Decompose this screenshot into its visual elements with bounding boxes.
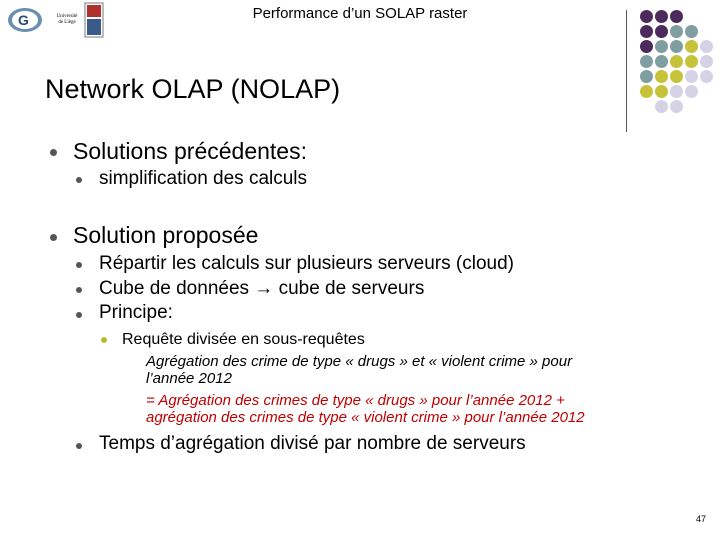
- bullet-simplification: simplification des calculs: [99, 168, 308, 189]
- header-title: Performance d’un SOLAP raster: [252, 5, 468, 22]
- bullet-marker: [76, 177, 82, 183]
- dot: [640, 70, 653, 83]
- dot: [655, 85, 668, 98]
- arrow-right-icon: →: [254, 278, 274, 299]
- bullet-marker: [76, 287, 82, 293]
- crest-icon: [84, 2, 104, 38]
- dot: [700, 55, 713, 68]
- dot: [640, 25, 653, 38]
- bullet-marker: [76, 443, 82, 449]
- dot: [640, 85, 653, 98]
- dot: [670, 85, 683, 98]
- dot: [655, 100, 668, 113]
- bullet-requete: Requête divisée en sous-requêtes: [122, 331, 365, 348]
- dot: [670, 100, 683, 113]
- note-line-4: agrégation des crimes de type « violent crime » pour l’année 2012: [146, 409, 585, 426]
- dot: [640, 10, 653, 23]
- dot: [670, 40, 683, 53]
- bullet-solution-proposee: Solution proposée: [73, 222, 259, 248]
- dot: [685, 25, 698, 38]
- dot: [685, 85, 698, 98]
- university-logo-line1: Université: [56, 14, 78, 19]
- bullet-marker: [50, 149, 57, 156]
- dot: [655, 70, 668, 83]
- dot: [655, 10, 668, 23]
- university-logo: [52, 2, 104, 38]
- dot: [685, 40, 698, 53]
- bullet-repartir: Répartir les calculs sur plusieurs serveurs (cloud): [99, 253, 514, 274]
- bullet-marker: [101, 337, 107, 343]
- dot: [640, 40, 653, 53]
- dot: [655, 55, 668, 68]
- bullet-cube: [99, 278, 424, 300]
- dot: [655, 40, 668, 53]
- cube-serveurs-text: cube de serveurs: [278, 278, 425, 299]
- header-divider: [626, 10, 627, 132]
- dot: [640, 55, 653, 68]
- dot: [685, 55, 698, 68]
- page-number: 47: [695, 514, 706, 524]
- cube-donnees-text: Cube de données: [99, 278, 250, 299]
- dot: [670, 25, 683, 38]
- bullet-temps-agregation: Temps d’agrégation divisé par nombre de serveurs: [99, 433, 526, 454]
- dot: [670, 70, 683, 83]
- decorative-dot-grid: [640, 10, 720, 120]
- note-line-2: l’année 2012: [146, 370, 232, 387]
- institution-logo: [6, 6, 44, 34]
- slide-title: Network OLAP (NOLAP): [45, 74, 341, 104]
- svg-text:G: G: [18, 12, 29, 28]
- university-logo-line2: de Liège: [58, 20, 76, 25]
- dot: [700, 40, 713, 53]
- bullet-principe: Principe:: [99, 302, 173, 323]
- bullet-marker: [76, 262, 82, 268]
- dot: [670, 55, 683, 68]
- bullet-marker: [50, 234, 57, 241]
- note-line-1: Agrégation des crime de type « drugs » et « violent crime » pour: [146, 353, 573, 370]
- note-line-3: = Agrégation des crimes de type « drugs » pour l’année 2012 +: [146, 392, 565, 409]
- bullet-solutions-precedentes: Solutions précédentes:: [73, 138, 307, 164]
- bullet-marker: [76, 312, 82, 318]
- dot: [670, 10, 683, 23]
- dot: [655, 25, 668, 38]
- dot: [685, 70, 698, 83]
- dot: [700, 70, 713, 83]
